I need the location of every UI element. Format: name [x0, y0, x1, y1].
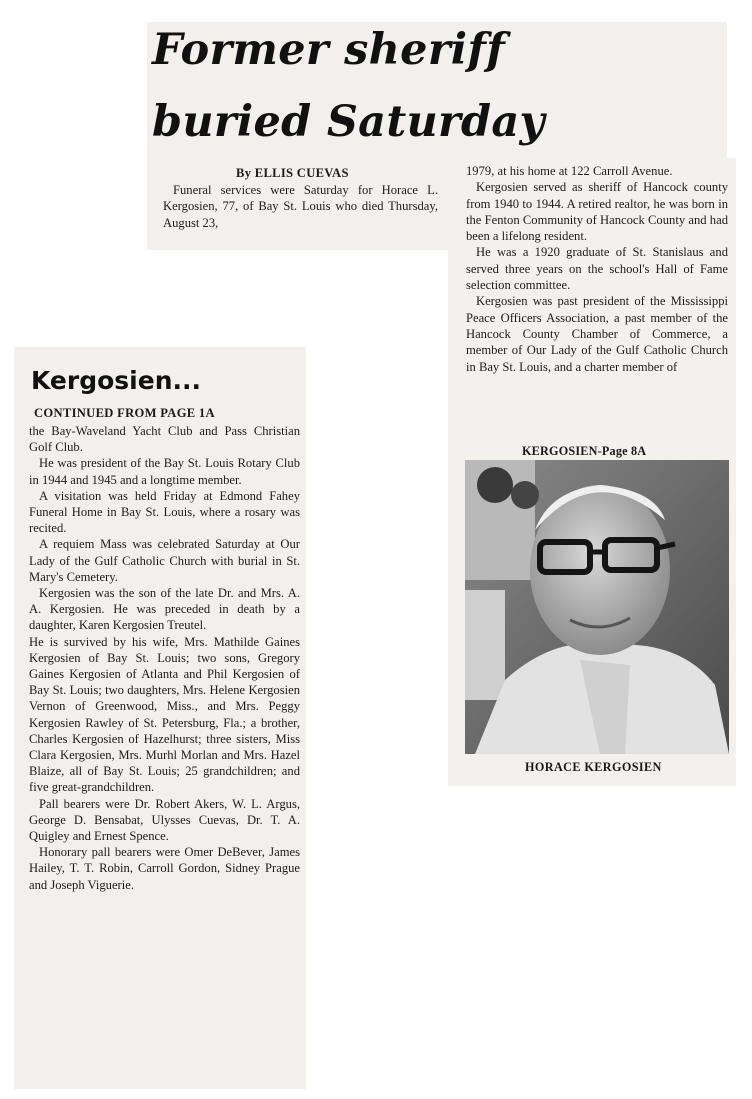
paragraph: Kergosien served as sheriff of Hancock county from 1940 to 1944. A retired realtor, he was born in the Fenton Community of Hancock County and had been a lifelong resident. [466, 180, 728, 244]
paragraph: He is survived by his wife, Mrs. Mathilde Gaines Kergosien of Bay St. Louis; two sons, Gregory Gaines Kergosien of Atlanta and Phil Kergosien of Bay St. Louis; two daughters, Mrs. Helene Kergosien Vernon of Greenwood, Miss., and Mrs. Peggy Kergosien Rawley of St. Petersburg, Fla.; a brother, Charles Kergosien of Hazelhurst; three sisters, Miss Clara Kergosien, Mrs. Murhl Morlan and Mrs. Hazel Blaize, all of Bay St. Louis; 25 grandchildren; and five great-grandchildren. [29, 634, 300, 795]
paragraph: A requiem Mass was celebrated Saturday at Our Lady of the Gulf Catholic Church with burial in St. Mary's Cemetery. [29, 537, 300, 584]
paragraph: Funeral services were Saturday for Horace L. Kergosien, 77, of Bay St. Louis who died Thursday, August 23, [163, 183, 438, 230]
paragraph: He was a 1920 graduate of St. Stanislaus and served three years on the school's Hall of Fame selection committee. [466, 245, 728, 293]
article-column-top [163, 182, 438, 231]
byline: By ELLIS CUEVAS [236, 166, 349, 180]
headline-line-1: Former sheriff [152, 25, 506, 75]
continued-note: CONTINUED FROM PAGE 1A [34, 406, 215, 420]
portrait-illustration [465, 460, 729, 754]
paragraph: A visitation was held Friday at Edmond Fahey Funeral Home in Bay St. Louis, where a rosary was recited. [29, 488, 300, 536]
paragraph: 1979, at his home at 122 Carroll Avenue. [466, 164, 673, 178]
photo-caption: HORACE KERGOSIEN [525, 760, 662, 774]
jump-line: KERGOSIEN-Page 8A [522, 444, 647, 458]
paragraph: Honorary pall bearers were Omer DeBever, James Hailey, T. T. Robin, Carroll Gordon, Sidney Prague and Joseph Viguerie. [29, 845, 300, 892]
paragraph: Kergosien was past president of the Mississippi Peace Officers Association, a past member of the Hancock County Chamber of Commerce, a member of Our Lady of the Gulf Catholic Church in Bay St. Louis, and a charter member of [466, 294, 728, 374]
article-column-right [466, 163, 728, 375]
continuation-heading: Kergosien... [31, 366, 201, 395]
paragraph: the Bay-Waveland Yacht Club and Pass Christian Golf Club. [29, 424, 300, 455]
paragraph: Kergosien was the son of the late Dr. and Mrs. A. A. Kergosien. He was preceded in death by a daughter, Karen Kergosien Treutel. [29, 586, 300, 633]
paragraph: He was president of the Bay St. Louis Rotary Club in 1944 and 1945 and a longtime member. [29, 456, 300, 487]
portrait-photo [465, 460, 729, 754]
headline-line-2: buried Saturday [152, 97, 545, 147]
paragraph: Pall bearers were Dr. Robert Akers, W. L. Argus, George D. Bensabat, Ulysses Cuevas, Dr. T. A. Quigley and Ernest Spence. [29, 796, 300, 844]
article-column-continuation [29, 423, 300, 893]
